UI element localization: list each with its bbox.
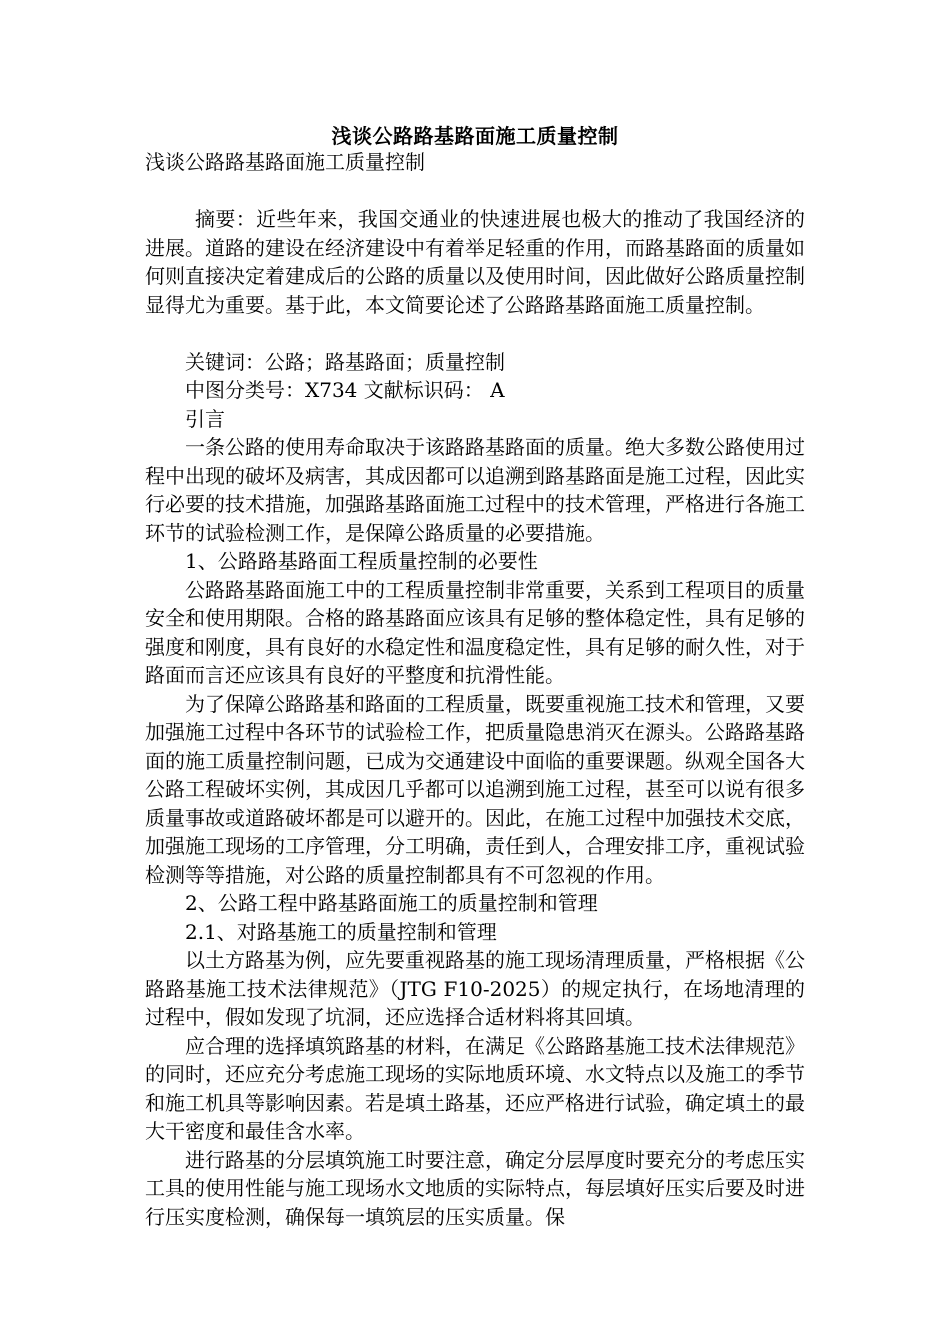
blank-line bbox=[145, 177, 805, 206]
section-2-1-paragraph-3: 进行路基的分层填筑施工时要注意，确定分层厚度时要充分的考虑压实工具的使用性能与施工现场水文地质的实际特点，每层填好压实后要及时进行压实度检测，确保每一填筑层的压实质量。保 bbox=[145, 1147, 805, 1229]
section-2-1-paragraph-1: 以土方路基为例，应先要重视路基的施工现场清理质量，严格根据《公路路基施工技术法律规范》（JTG F10-2025）的规定执行，在场地清理的过程中，假如发现了坑洞，还应选择合适材料将其回填。 bbox=[145, 948, 805, 1029]
section-1-heading: 1、公路路基路面工程质量控制的必要性 bbox=[185, 549, 538, 573]
intro-paragraph: 一条公路的使用寿命取决于该路路基路面的质量。绝大多数公路使用过程中出现的破坏及病害，其成因都可以追溯到路基路面是施工过程，因此实行必要的技术措施，加强路基路面施工过程中的技术管理，严格进行各施工环节的试验检测工作，是保障公路质量的必要措施。 bbox=[145, 435, 805, 545]
section-1-paragraph-2: 为了保障公路路基和路面的工程质量，既要重视施工技术和管理，又要加强施工过程中各环节的试验检工作，把质量隐患消灭在源头。公路路基路面的施工质量控制问题，已成为交通建设中面临的重要课题。纵观全国各大公路工程破坏实例，其成因几乎都可以追溯到施工过程，甚至可以说有很多质量事故或道路破坏都是可以避开的。因此，在施工过程中加强技术交底，加强施工现场的工序管理，分工明确，责任到人，合理安排工序，重视试验检测等等措施，对公路的质量控制都具有不可忽视的作用。 bbox=[145, 691, 805, 887]
section-2-heading: 2、公路工程中路基路面施工的质量控制和管理 bbox=[185, 891, 598, 915]
abstract-paragraph: 摘要：近些年来，我国交通业的快速进展也极大的推动了我国经济的进展。道路的建设在经济建设中有着举足轻重的作用，而路基路面的质量如何则直接决定着建成后的公路的质量以及使用时间，因此做好公路质量控制显得尤为重要。基于此，本文简要论述了公路路基路面施工质量控制。 bbox=[145, 207, 805, 317]
classification-line: 中图分类号：X734 文献标识码： A bbox=[185, 378, 505, 402]
section-1-paragraph-1: 公路路基路面施工中的工程质量控制非常重要，关系到工程项目的质量安全和使用期限。合格的路基路面应该具有足够的整体稳定性，具有足够的强度和刚度，具有良好的水稳定性和温度稳定性，具有足够的耐久性，对于路面而言还应该具有良好的平整度和抗滑性能。 bbox=[145, 577, 805, 687]
keywords-line: 关键词：公路；路基路面；质量控制 bbox=[185, 349, 505, 374]
intro-heading: 引言 bbox=[185, 406, 225, 431]
blank-line bbox=[145, 319, 805, 348]
document-subtitle: 浅谈公路路基路面施工质量控制 bbox=[145, 150, 425, 174]
document-body bbox=[145, 148, 805, 1231]
section-2-1-paragraph-2: 应合理的选择填筑路基的材料，在满足《公路路基施工技术法律规范》的同时，还应充分考虑施工现场的实际地质环境、水文特点以及施工的季节和施工机具等影响因素。若是填土路基，还应严格进行试验，确定填土的最大干密度和最佳含水率。 bbox=[145, 1033, 805, 1143]
section-2-1-heading: 2.1、对路基施工的质量控制和管理 bbox=[185, 919, 497, 944]
document-title: 浅谈公路路基路面施工质量控制 bbox=[331, 124, 619, 148]
